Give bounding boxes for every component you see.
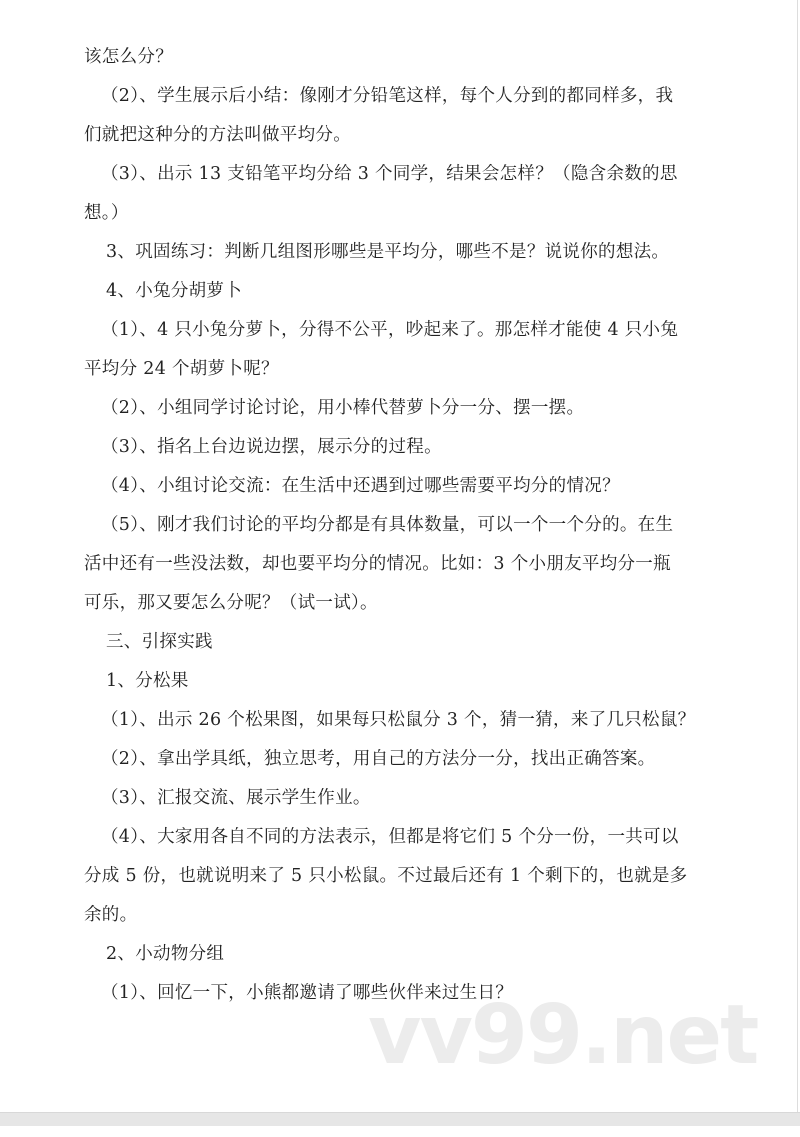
text-line: （4）、大家用各自不同的方法表示，但都是将它们 5 个分一份，一共可以 bbox=[101, 827, 679, 847]
text-line: （2）、拿出学具纸，独立思考，用自己的方法分一分，找出正确答案。 bbox=[101, 749, 656, 769]
text-line: （2）、学生展示后小结：像刚才分铅笔这样，每个人分到的都同样多，我 bbox=[101, 86, 674, 106]
text-line: （2）、小组同学讨论讨论，用小棒代替萝卜分一分、摆一摆。 bbox=[101, 398, 585, 418]
text-line: （4）、小组讨论交流：在生活中还遇到过哪些需要平均分的情况？ bbox=[101, 476, 620, 496]
section-heading: 4、小兔分胡萝卜 bbox=[106, 281, 243, 301]
text-line: （1）、出示 26 个松果图，如果每只松鼠分 3 个，猜一猜，来了几只松鼠？ bbox=[101, 710, 696, 730]
next-page bbox=[0, 1126, 800, 1137]
section-heading: 1、分松果 bbox=[106, 671, 189, 691]
text-line: （1）、4 只小兔分萝卜，分得不公平，吵起来了。那怎样才能使 4 只小兔 bbox=[101, 320, 679, 340]
page-separator bbox=[0, 1112, 800, 1127]
text-line: 们就把这种分的方法叫做平均分。 bbox=[84, 125, 351, 145]
text-line: 活中还有一些没法数，却也要平均分的情况。比如：3 个小朋友平均分一瓶 bbox=[84, 554, 671, 574]
text-line: 想。） bbox=[84, 203, 129, 223]
section-heading: 3、巩固练习：判断几组图形哪些是平均分，哪些不是？说说你的想法。 bbox=[106, 242, 670, 262]
text-line: （3）、出示 13 支铅笔平均分给 3 个同学，结果会怎样？（隐含余数的思 bbox=[101, 164, 678, 184]
text-line: 该怎么分？ bbox=[84, 47, 173, 67]
text-line: （5）、刚才我们讨论的平均分都是有具体数量，可以一个一个分的。在生 bbox=[101, 515, 674, 535]
text-line: （3）、汇报交流、展示学生作业。 bbox=[101, 788, 371, 808]
text-line: 平均分 24 个胡萝卜呢？ bbox=[84, 359, 279, 379]
document-body bbox=[84, 38, 724, 1013]
text-line: 可乐，那又要怎么分呢？（试一试）。 bbox=[84, 593, 378, 613]
text-line: 分成 5 份，也就说明来了 5 只小松鼠。不过最后还有 1 个剩下的，也就是多 bbox=[84, 866, 688, 886]
text-line: 余的。 bbox=[84, 905, 138, 925]
text-line: （3）、指名上台边说边摆，展示分的过程。 bbox=[101, 437, 442, 457]
section-heading: 2、小动物分组 bbox=[106, 944, 225, 964]
watermark: vv99.net bbox=[368, 988, 758, 1083]
section-heading: 三、引探实践 bbox=[106, 632, 213, 652]
text-line: （1）、回忆一下，小熊都邀请了哪些伙伴来过生日？ bbox=[101, 983, 514, 1003]
